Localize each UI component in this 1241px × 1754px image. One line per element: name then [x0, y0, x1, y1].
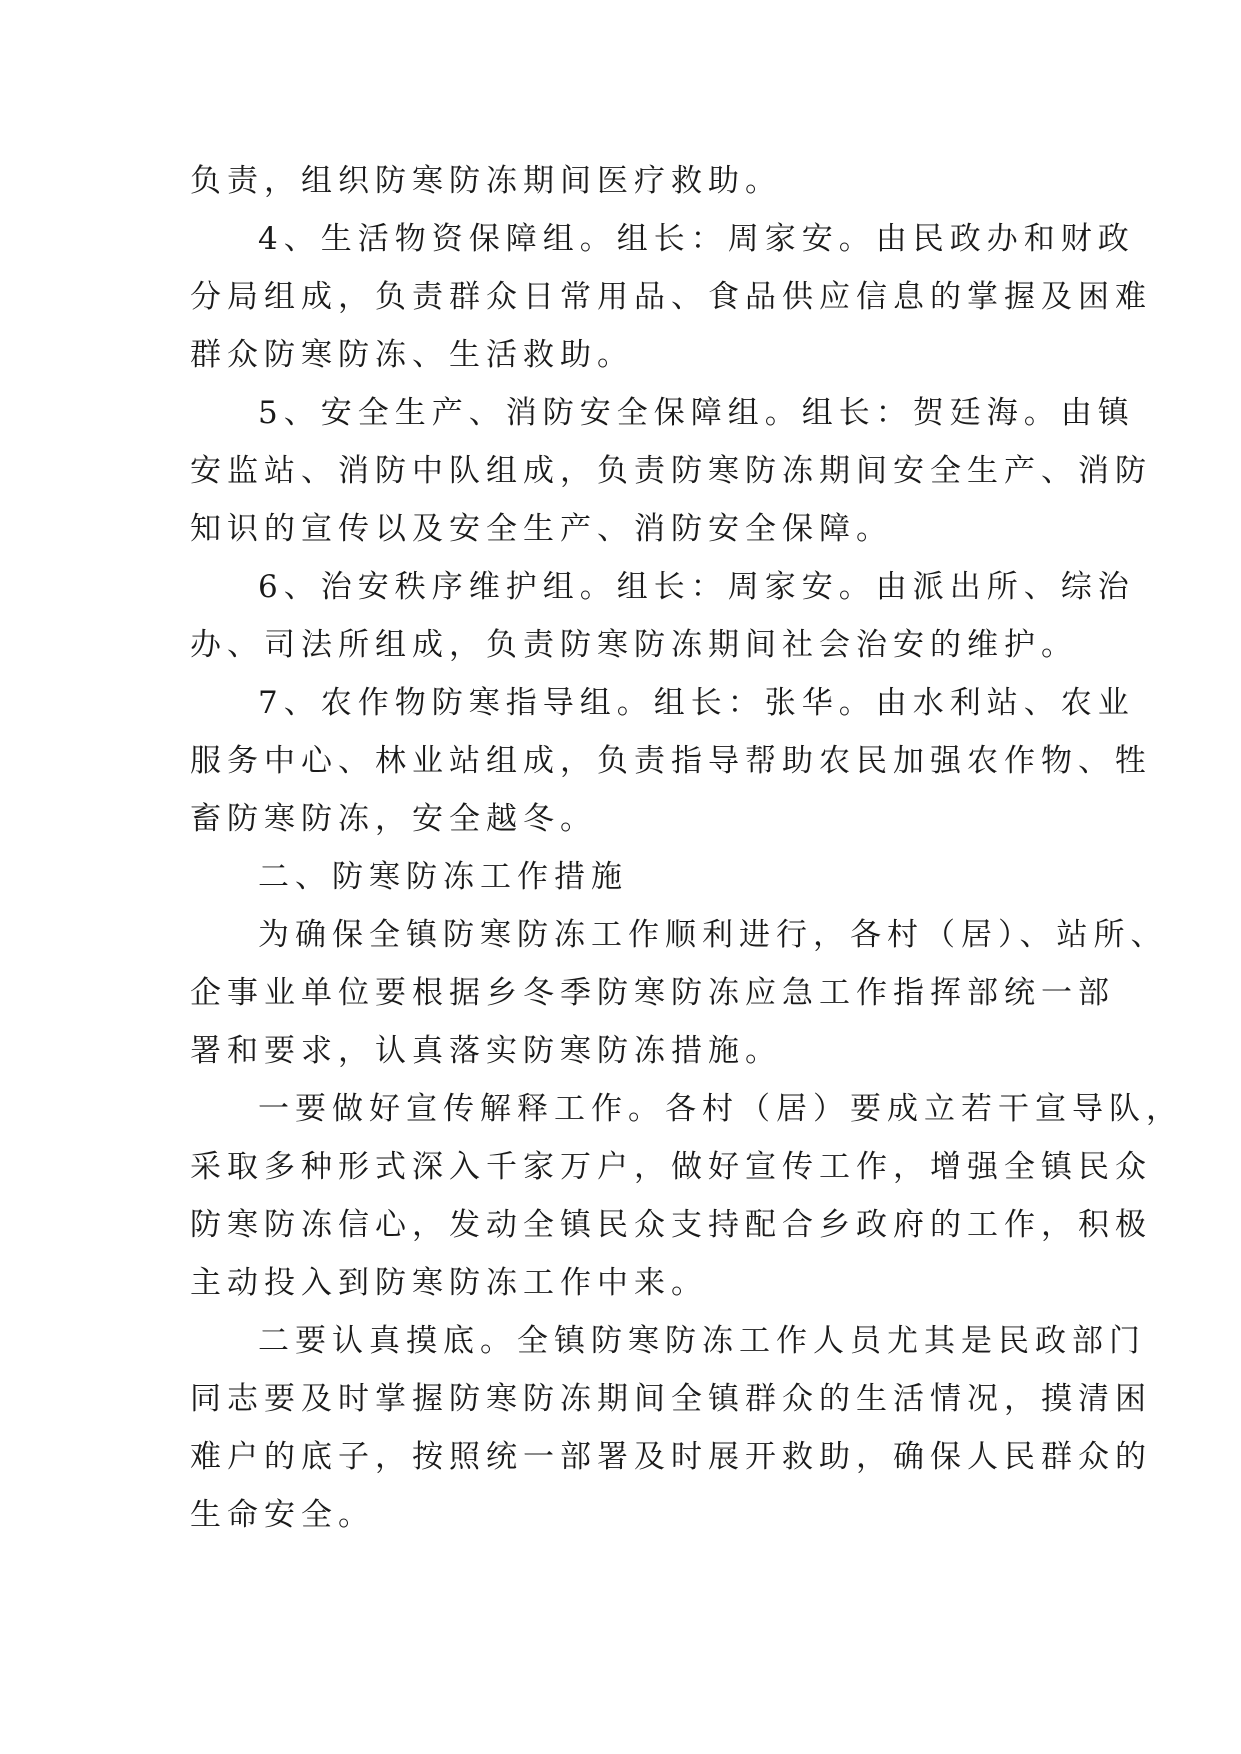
text-line: 二要认真摸底。全镇防寒防冻工作人员尤其是民政部门: [258, 1323, 1146, 1359]
text-line: 防寒防冻信心，发动全镇民众支持配合乡政府的工作，积极: [190, 1207, 1152, 1243]
text-line: 采取多种形式深入千家万户，做好宣传工作，增强全镇民众: [190, 1149, 1152, 1185]
text-line: 办、司法所组成，负责防寒防冻期间社会治安的维护。: [190, 627, 1078, 663]
text-line: 6、治安秩序维护组。组长：周家安。由派出所、综治: [258, 569, 1135, 605]
text-line: 知识的宣传以及安全生产、消防安全保障。: [190, 511, 893, 547]
text-line: 安监站、消防中队组成，负责防寒防冻期间安全生产、消防: [190, 453, 1152, 489]
text-line: 生命安全。: [190, 1497, 375, 1533]
text-line: 分局组成，负责群众日常用品、食品供应信息的掌握及困难: [190, 279, 1152, 315]
text-line: 群众防寒防冻、生活救助。: [190, 337, 634, 373]
text-line: 为确保全镇防寒防冻工作顺利进行，各村（居）、站所、: [258, 917, 1168, 953]
text-line: 7、农作物防寒指导组。组长：张华。由水利站、农业: [258, 685, 1135, 721]
text-line: 署和要求，认真落实防寒防冻措施。: [190, 1033, 782, 1069]
section-heading: 二、防寒防冻工作措施: [258, 859, 628, 895]
text-line: 同志要及时掌握防寒防冻期间全镇群众的生活情况，摸清困: [190, 1381, 1152, 1417]
text-line: 畜防寒防冻，安全越冬。: [190, 801, 597, 837]
text-line: 4、生活物资保障组。组长：周家安。由民政办和财政: [258, 221, 1135, 257]
text-line: 企事业单位要根据乡冬季防寒防冻应急工作指挥部统一部: [190, 975, 1115, 1011]
text-line: 5、安全生产、消防安全保障组。组长：贺廷海。由镇: [258, 395, 1135, 431]
text-line: 服务中心、林业站组成，负责指导帮助农民加强农作物、牲: [190, 743, 1152, 779]
text-line: 一要做好宣传解释工作。各村（居）要成立若干宣导队，: [258, 1091, 1183, 1127]
text-line: 负责，组织防寒防冻期间医疗救助。: [190, 163, 782, 199]
text-line: 难户的底子，按照统一部署及时展开救助，确保人民群众的: [190, 1439, 1152, 1475]
document-body: [190, 152, 1183, 1544]
text-line: 主动投入到防寒防冻工作中来。: [190, 1265, 708, 1301]
